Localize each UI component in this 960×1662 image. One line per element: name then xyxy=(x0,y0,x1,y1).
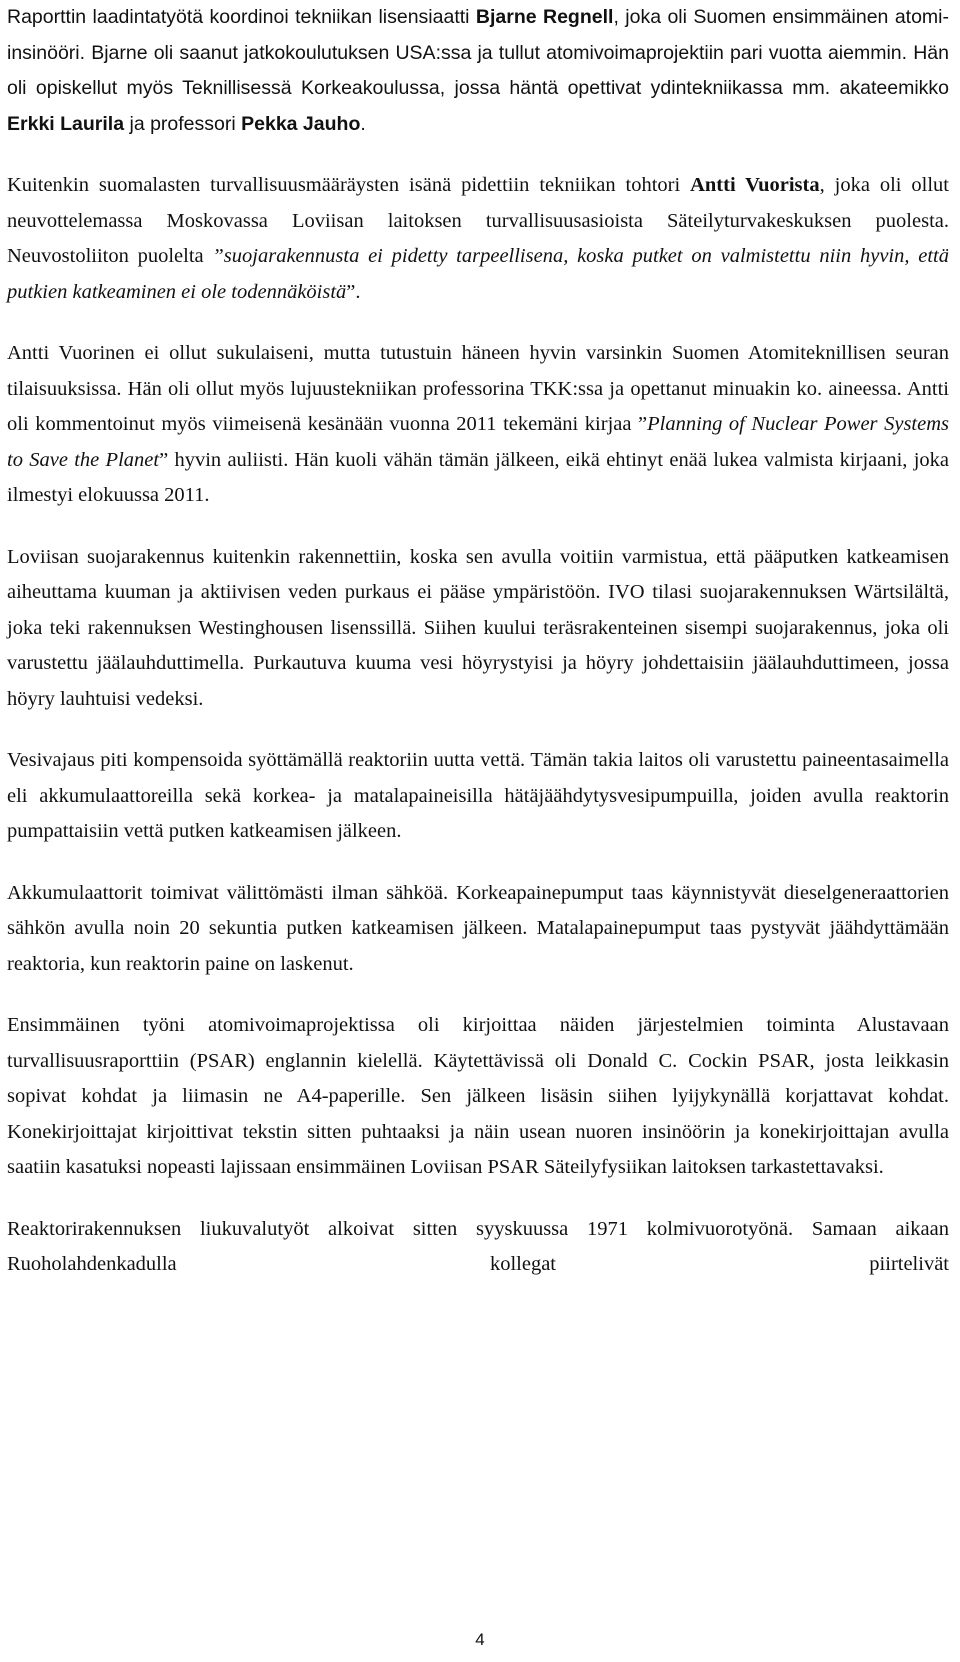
p3-book-title: Planning of Nuclear Power Systems to Save the Planet xyxy=(7,413,949,471)
p2-text-1: Kuitenkin suomalasten turvallisuusmääräysten isänä pidettiin tekniikan tohtori xyxy=(7,174,691,196)
page-number: 4 xyxy=(475,1630,485,1649)
paragraph-6: Akkumulaattorit toimivat välittömästi ilman sähköä. Korkeapainepumput taas käynnistyvät dieselgeneraattorien sähkön avulla noin 20 sekuntia putken katkeamisen jälkeen. Matalapainepumput taas pystyvät jäähdyttämään reaktoria, kun reaktorin paine on laskenut. xyxy=(7,881,949,975)
paragraph-1 xyxy=(7,0,949,142)
p1-name-pekka-jauho: Pekka Jauho xyxy=(241,112,361,135)
paragraph-4: Loviisan suojarakennus kuitenkin rakennettiin, koska sen avulla voitiin varmistua, että pääputken katkeamisen aiheuttama kuuman ja aktiivisen veden purkaus ei pääse ympäristöön. IVO tilasi suojarakennuksen Wärtsilältä, joka teki rakennuksen Westinghousen lisenssillä. Siihen kuului teräsrakenteinen sisempi suojarakennus, joka oli varustettu jäälauhduttimella. Purkautuva kuuma vesi höyrystyisi ja höyry johdettaisiin jäälauhduttimeen, jossa höyry lauhtuisi vedeksi. xyxy=(7,545,949,710)
p2-text-2: , joka oli ollut neuvottelemassa Moskovassa Loviisan laitoksen turvallisuusasioista Säteilyturvakeskuksen puolesta. Neuvostoliiton puolelta xyxy=(7,174,949,267)
paragraph-2 xyxy=(7,168,949,310)
p1-name-bjarne-regnell: Bjarne Regnell xyxy=(475,6,614,28)
p1-text-3: ja professori xyxy=(124,112,242,135)
paragraph-5: Vesivajaus piti kompensoida syöttämällä reaktoriin uutta vettä. Tämän takia laitos oli varustettu paineentasaimella eli akkumulaattoreilla sekä korkea- ja matalapaineisilla hätäjäähdytysvesipumpuilla, joiden avulla reaktorin pumpattaisiin vettä putken katkeamisen jälkeen. xyxy=(7,749,949,842)
p1-name-erkki-laurila: Erkki Laurila xyxy=(7,112,125,135)
paragraph-7: Ensimmäinen työni atomivoimaprojektissa oli kirjoittaa näiden järjestelmien toiminta Alustavaan turvallisuusraporttiin (PSAR) englannin kielellä. Käytettävissä oli Donald C. Cockin PSAR, josta leikkasin sopivat kohdat ja liimasin ne A4-paperille. Sen jälkeen lisäsin siihen lyijykynällä korjattavat kohdat. Konekirjoittajat kirjoittivat tekstin sitten puhtaaksi ja näin usean nuoren insinöörin ja konekirjoittajan avulla saatiin kasatuksi nopeasti lajissaan ensimmäinen Loviisan PSAR Säteilyfysiikan laitoksen tarkastettavaksi. xyxy=(7,1014,949,1178)
page-content xyxy=(7,0,949,1283)
p3-text-2: ” hyvin auliisti. Hän kuoli vähän tämän jälkeen, eikä ehtinyt enää lukea valmista kirjaani, joka ilmestyi elokuussa 2011. xyxy=(7,448,950,506)
p1-text-1: Raporttin laadintatyötä koordinoi tekniikan lisensiaatti xyxy=(7,6,476,28)
p2-name-antti-vuorista: Antti Vuorista xyxy=(690,174,820,196)
p2-text-3: ”. xyxy=(346,280,361,303)
p3-text-1: Antti Vuorinen ei ollut sukulaiseni, mutta tutustuin häneen hyvin varsinkin Suomen Atomiteknillisen seuran tilaisuuksissa. Hän oli ollut myös lujuustekniikan professorina TKK:ssa ja opettanut minuakin ko. aineessa. Antti oli kommentoinut myös viimeisenä kesänään vuonna 2011 tekemäni kirjaa ” xyxy=(7,342,949,435)
paragraph-8: Reaktorirakennuksen liukuvalutyöt alkoivat sitten syyskuussa 1971 kolmivuorotyönä. Samaan aikaan Ruoholahdenkadulla kollegat piirtelivät xyxy=(7,1217,949,1275)
p2-quote: ”suojarakennusta ei pidetty tarpeellisena, koska putket on valmistettu niin hyvin, että putkien katkeaminen ei ole todennäköistä xyxy=(7,245,949,303)
paragraph-3 xyxy=(7,336,949,514)
p1-text-2: , joka oli Suomen ensimmäinen atomi-insinööri. Bjarne oli saanut jatkokoulutuksen USA:ssa ja tullut atomivoimaprojektiin pari vuotta aiemmin. Hän oli opiskellut myös Teknillisessä Korkeakoulussa, jossa häntä opettivat ydintekniikassa mm. akateemikko xyxy=(7,6,949,99)
p1-text-4: . xyxy=(360,112,366,135)
